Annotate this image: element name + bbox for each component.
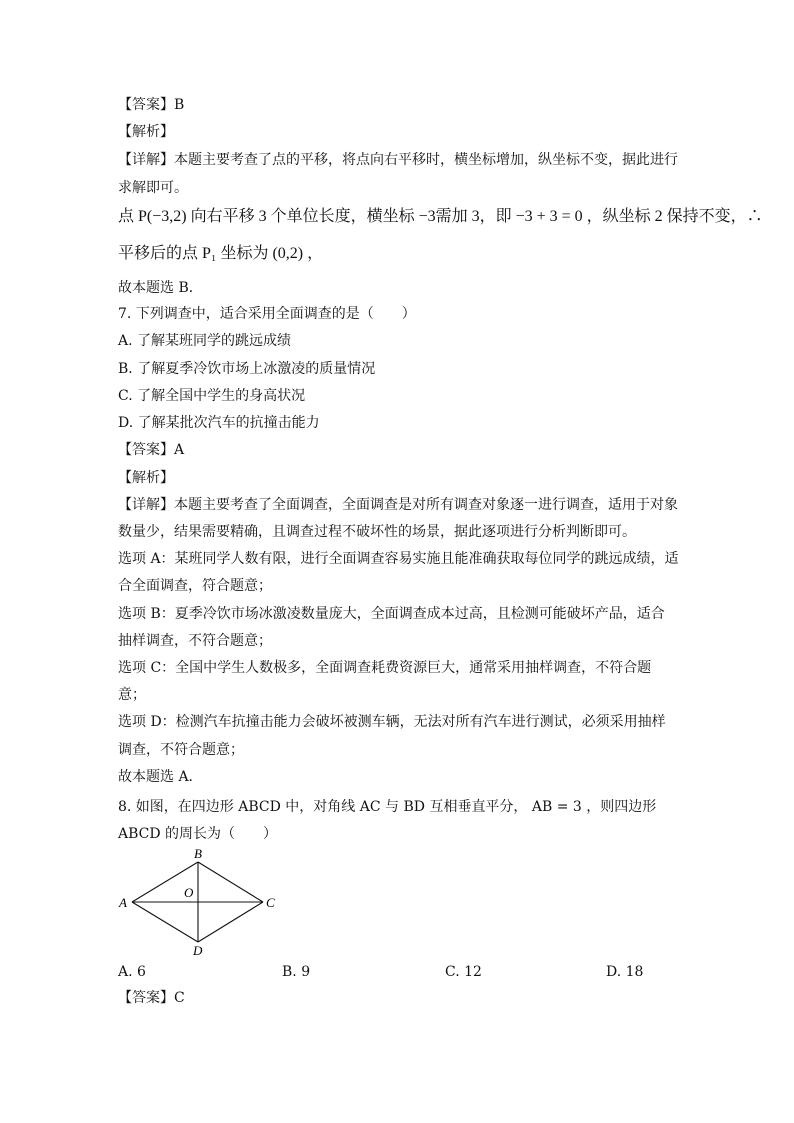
q6-answer: 【答案】B <box>118 97 185 113</box>
rhombus-figure <box>110 845 290 960</box>
q7-stem: 7. 下列调查中，适合采用全面调查的是（ ） <box>118 306 416 322</box>
q8-answer: 【答案】C <box>118 990 185 1006</box>
side-da <box>132 902 198 942</box>
q7-option-b-analysis-1: 选项 B：夏季冷饮市场冰激凌数量庞大，全面调查成本过高，且检测可能破坏产品，适合 <box>118 606 665 622</box>
q6-calculation-line-2: 平移后的点 P₁ 坐标为 (0,2) ， <box>118 245 324 262</box>
q7-analysis-heading: 【解析】 <box>118 470 174 486</box>
q7-option-d: D. 了解某批次汽车的抗撞击能力 <box>118 415 320 431</box>
side-bc <box>198 862 263 902</box>
q7-option-a-analysis-1: 选项 A：某班同学人数有限，进行全面调查容易实施且能准确获取每位同学的跳远成绩，适 <box>118 551 679 567</box>
vertex-label-b: B <box>194 846 202 861</box>
vertex-label-a: A <box>119 895 127 910</box>
q6-calculation-line-1: 点 P(−3,2) 向右平移 3 个单位长度，横坐标 −3需加 3，即 −3 + 3 = 0 ，纵坐标 2 保持不变，∴ <box>118 208 763 225</box>
q7-option-a-analysis-2: 合全面调查，符合题意； <box>118 578 272 594</box>
q6-detail-line-2: 求解即可。 <box>118 180 188 196</box>
q7-option-c-analysis-1: 选项 C：全国中学生人数极多，全面调查耗费资源巨大，通常采用抽样调查，不符合题 <box>118 660 652 676</box>
center-label-o: O <box>184 885 194 900</box>
q7-detail-line-2: 数量少，结果需要精确，且调查过程不破坏性的场景，据此逐项进行分析判断即可。 <box>118 524 636 540</box>
q6-conclusion: 故本题选 B． <box>118 280 203 296</box>
q7-option-d-analysis-2: 调查，不符合题意； <box>118 742 244 758</box>
q6-analysis-heading: 【解析】 <box>118 124 174 140</box>
q7-option-a: A. 了解某班同学的跳远成绩 <box>118 333 292 349</box>
q8-stem-line-1: 8. 如图，在四边形 ABCD 中，对角线 AC 与 BD 互相垂直平分， AB = 3 ，则四边形 <box>118 799 657 815</box>
q7-option-c: C. 了解全国中学生的身高状况 <box>118 388 306 404</box>
q8-option-a: A. 6 <box>118 964 146 980</box>
q8-option-b: B. 9 <box>282 964 311 980</box>
q8-option-d: D. 18 <box>606 964 644 980</box>
q6-detail-line-1: 【详解】本题主要考查了点的平移，将点向右平移时，横坐标增加，纵坐标不变，据此进行 <box>118 152 678 168</box>
vertex-label-d: D <box>193 943 203 958</box>
q7-option-b-analysis-2: 抽样调查，不符合题意； <box>118 633 272 649</box>
q7-option-d-analysis-1: 选项 D：检测汽车抗撞击能力会破坏被测车辆，无法对所有汽车进行测试，必须采用抽样 <box>118 714 666 730</box>
vertex-label-c: C <box>266 895 275 910</box>
q7-option-b: B. 了解夏季冷饮市场上冰激凌的质量情况 <box>118 361 376 377</box>
q7-conclusion: 故本题选 A． <box>118 769 203 785</box>
q8-option-c: C. 12 <box>445 964 482 980</box>
q8-stem-line-2: ABCD 的周长为（ ） <box>118 826 278 842</box>
q7-option-c-analysis-2: 意； <box>118 687 146 703</box>
q7-detail-line-1: 【详解】本题主要考查了全面调查，全面调查是对所有调查对象逐一进行调查，适用于对象 <box>118 497 678 513</box>
side-cd <box>198 902 263 942</box>
q7-answer: 【答案】A <box>118 442 185 458</box>
